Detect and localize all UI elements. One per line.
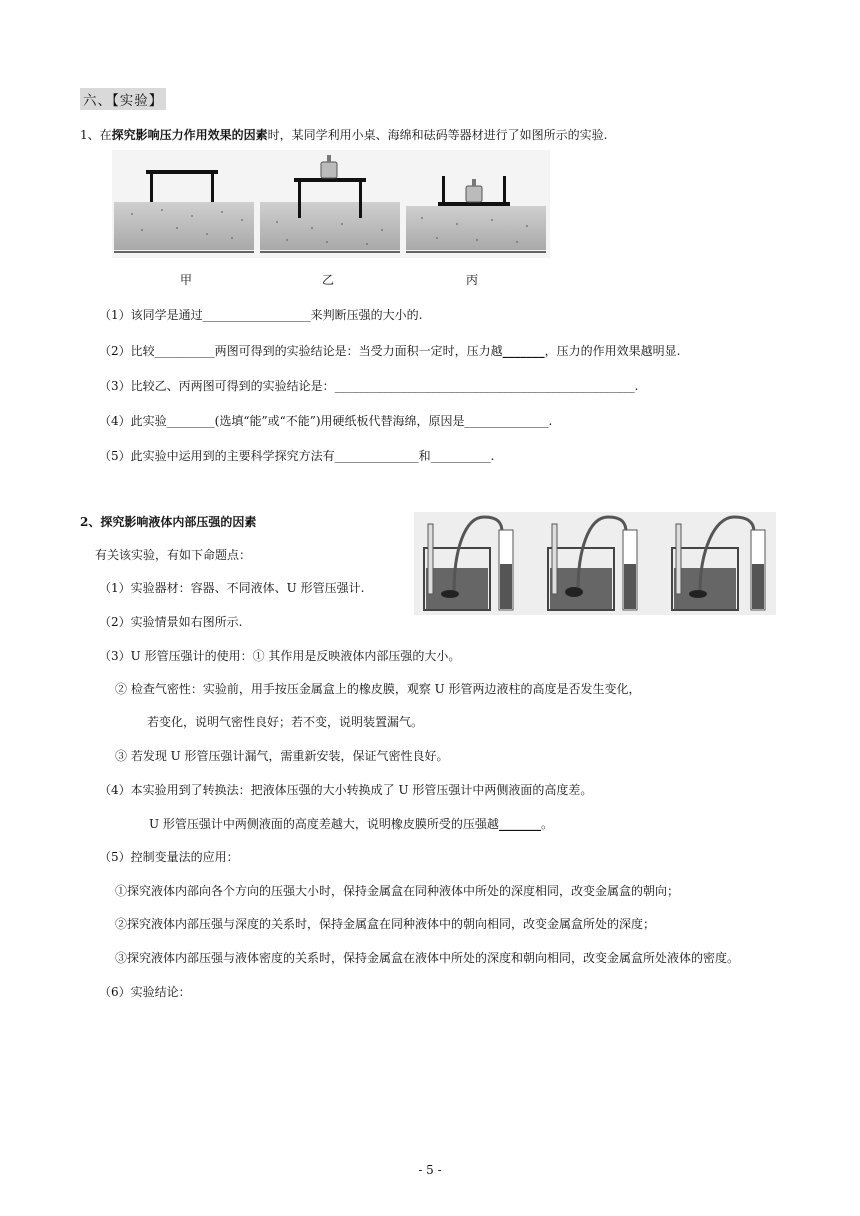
sponge-experiment-figure: [112, 150, 550, 258]
q1-item-5: （5）此实验中运用到的主要科学探究方法有______________和__________.: [99, 449, 495, 463]
q1-item-2-text: （2）比较__________两图可得到的实验结论是：当受力面积一定时，压力越: [99, 344, 503, 358]
page-number: - 5 -: [418, 1163, 442, 1177]
q1-item-2-suffix: ，压力的作用效果越明显.: [544, 344, 681, 358]
q2-line-4: （3）U 形管压强计的使用：① 其作用是反映液体内部压强的大小。: [99, 649, 461, 663]
q1-item-3: （3）比较乙、丙两图可得到的实验结论是：__________________________________________________.: [99, 379, 639, 393]
q1-item-2-blank: _______: [502, 344, 545, 358]
q2-line-10: （5）控制变量法的应用：: [99, 850, 239, 864]
q2-line-11: ①探究液体内部向各个方向的压强大小时，保持金属盒在同种液体中所处的深度相同，改变金属盒的朝向；: [115, 884, 680, 898]
section-title: 六、【实验】: [80, 88, 166, 110]
q1-item-1: （1）该同学是通过__________________来判断压强的大小的.: [99, 308, 423, 322]
q2-line-8: （4）本实验用到了转换法：把液体压强的大小转换成了 U 形管压强计中两侧液面的高度差。: [99, 783, 593, 797]
q1-intro-prefix: 1、在: [80, 128, 112, 142]
figure-label-bing: 丙: [466, 273, 479, 287]
q2-line-7: ③ 若发现 U 形管压强计漏气，需重新安装，保证气密性良好。: [115, 749, 449, 763]
q2-line-9-text: U 形管压强计中两侧液面的高度差越大，说明橡皮膜所受的压强越: [149, 817, 499, 831]
q2-line-9-blank: _______: [498, 817, 541, 831]
q2-line-14: （6）实验结论：: [99, 985, 191, 999]
q2-line-6: 若变化，说明气密性良好；若不变，说明装置漏气。: [147, 715, 424, 729]
u-tube-manometer-figure: [414, 512, 776, 615]
q1-intro-suffix: 时，某同学利用小桌、海绵和砝码等器材进行了如图所示的实验.: [267, 128, 608, 142]
figure-label-yi: 乙: [322, 273, 335, 287]
q2-line-2: （1）实验器材：容器、不同液体、U 形管压强计.: [99, 581, 365, 595]
q1-intro-bold: 探究影响压力作用效果的因素: [111, 128, 268, 142]
q2-line-5: ② 检查气密性：实验前，用手按压金属盒上的橡皮膜，观察 U 形管两边液柱的高度是否发生变化，: [115, 682, 641, 696]
q1-intro: [80, 126, 607, 143]
q2-line-9: [149, 815, 553, 832]
q2-line-3: （2）实验情景如右图所示.: [99, 615, 243, 629]
q2-line-13: ③探究液体内部压强与液体密度的关系时，保持金属盒在液体中所处的深度和朝向相同，改变金属盒所处液体的密度。: [115, 951, 740, 965]
q2-line-12: ②探究液体内部压强与深度的关系时，保持金属盒在同种液体中的朝向相同，改变金属盒所处的深度；: [115, 917, 656, 931]
q2-title: 2、探究影响液体内部压强的因素: [80, 515, 257, 529]
figure-label-jia: 甲: [180, 273, 193, 287]
q1-item-2: [99, 342, 680, 359]
q2-line-1: 有关该实验，有如下命题点：: [95, 548, 252, 562]
q1-item-4: （4）此实验________(选填“能”或“不能”)用硬纸板代替海绵，原因是______________.: [99, 414, 553, 428]
q2-line-9-end: 。: [540, 817, 553, 831]
